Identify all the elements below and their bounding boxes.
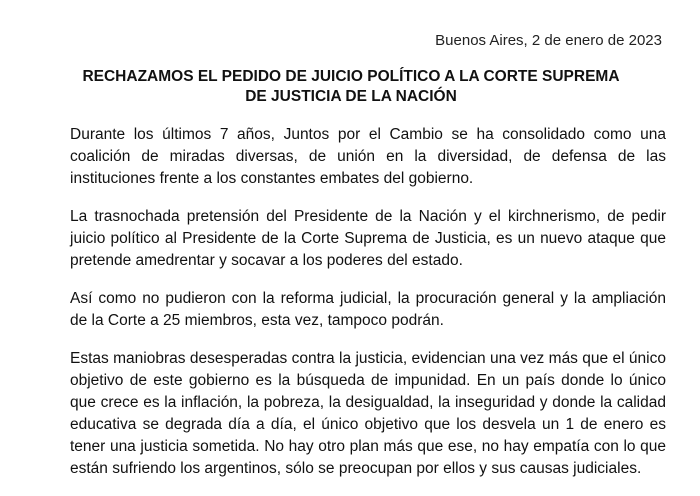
document-body	[70, 124, 666, 496]
paragraph-1: Durante los últimos 7 años, Juntos por el Cambio se ha consolidado como una coalición de miradas diversas, de unión en la diversidad, de defensa de las instituciones frente a los constantes embates del gobierno.	[70, 126, 666, 187]
document-date: Buenos Aires, 2 de enero de 2023	[435, 32, 662, 49]
paragraph-3: Así como no pudieron con la reforma judicial, la procuración general y la ampliación de la Corte a 25 miembros, esta vez, tampoco podrán.	[70, 290, 666, 329]
paragraph-4: Estas maniobras desesperadas contra la justicia, evidencian una vez más que el único objetivo de este gobierno es la búsqueda de impunidad. En un país donde lo único que crece es la inflación, la pobreza, la desigualdad, la inseguridad y donde la calidad educativa se degrada día a día, el único objetivo que los desvela un 1 de enero es tener una justicia sometida. No hay otro plan más que ese, no hay empatía con lo que están sufriendo los argentinos, sólo se preocupan por ellos y sus causas judiciales.	[70, 350, 666, 477]
paragraph-2: La trasnochada pretensión del Presidente de la Nación y el kirchnerismo, de pedir juicio político al Presidente de la Corte Suprema de Justicia, es un nuevo ataque que pretende amedrentar y socavar a los poderes del estado.	[70, 208, 666, 269]
document-title: RECHAZAMOS EL PEDIDO DE JUICIO POLÍTICO A LA CORTE SUPREMA DE JUSTICIA DE LA NACIÓN	[82, 68, 620, 105]
